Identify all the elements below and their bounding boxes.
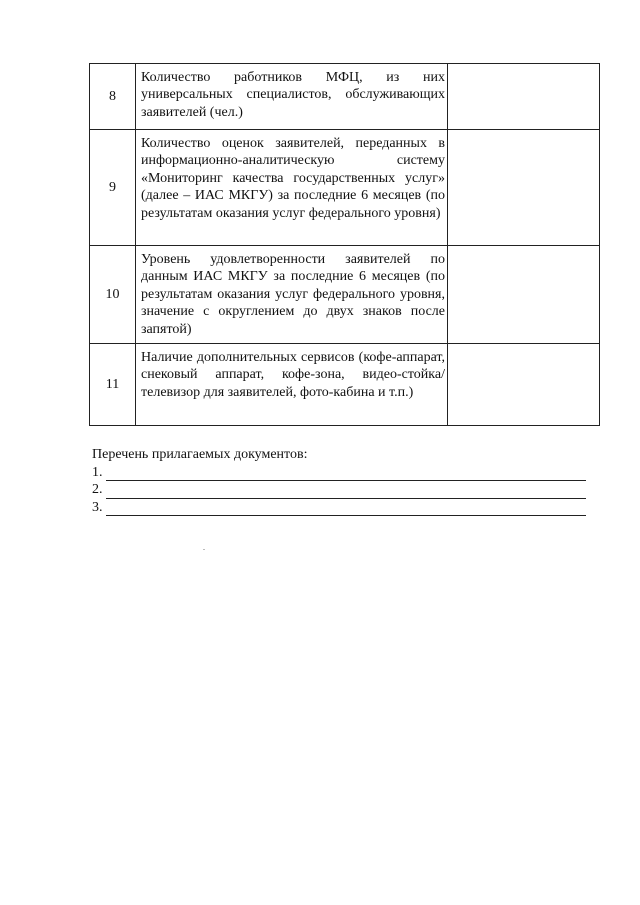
attachment-item <box>92 464 586 482</box>
row-description: Уровень удовлетворенности заявителей по данным ИАС МКГУ за последние 6 месяцев (по результатам оказания услуг федерального уровня, значение с округлением до двух знаков после запятой) <box>136 246 448 344</box>
row-number: 10 <box>90 246 136 344</box>
row-value-cell <box>448 130 600 246</box>
table-row <box>90 64 600 130</box>
row-description: Количество работников МФЦ, из них универсальных специалистов, обслуживающих заявителей (чел.) <box>136 64 448 130</box>
row-number: 11 <box>90 344 136 426</box>
criteria-table <box>89 63 600 426</box>
row-description: Наличие дополнительных сервисов (кофе-аппарат, снековый аппарат, кофе-зона, видео-стойка/ телевизор для заявителей, фото-кабина и т.п.) <box>136 344 448 426</box>
attachments-title: Перечень прилагаемых документов: <box>92 447 308 462</box>
scan-speck <box>203 549 205 550</box>
attachment-blank-line <box>106 501 587 516</box>
table-row <box>90 344 600 426</box>
attachment-blank-line <box>106 484 587 499</box>
attachment-number: 3. <box>92 499 103 515</box>
row-number: 8 <box>90 64 136 130</box>
attachment-item <box>92 481 586 499</box>
table-row <box>90 130 600 246</box>
attachment-item <box>92 499 586 517</box>
attachments-section <box>92 446 586 516</box>
row-number: 9 <box>90 130 136 246</box>
row-value-cell <box>448 246 600 344</box>
attachment-number: 1. <box>92 464 103 480</box>
row-description: Количество оценок заявителей, переданных в информационно-аналитическую систему «Мониторинг качества государственных услуг» (далее – ИАС МКГУ) за последние 6 месяцев (по результатам оказания услуг федерального уровня) <box>136 130 448 246</box>
row-value-cell <box>448 344 600 426</box>
attachment-blank-line <box>106 466 587 481</box>
row-value-cell <box>448 64 600 130</box>
attachment-number: 2. <box>92 482 103 497</box>
table-row <box>90 246 600 344</box>
